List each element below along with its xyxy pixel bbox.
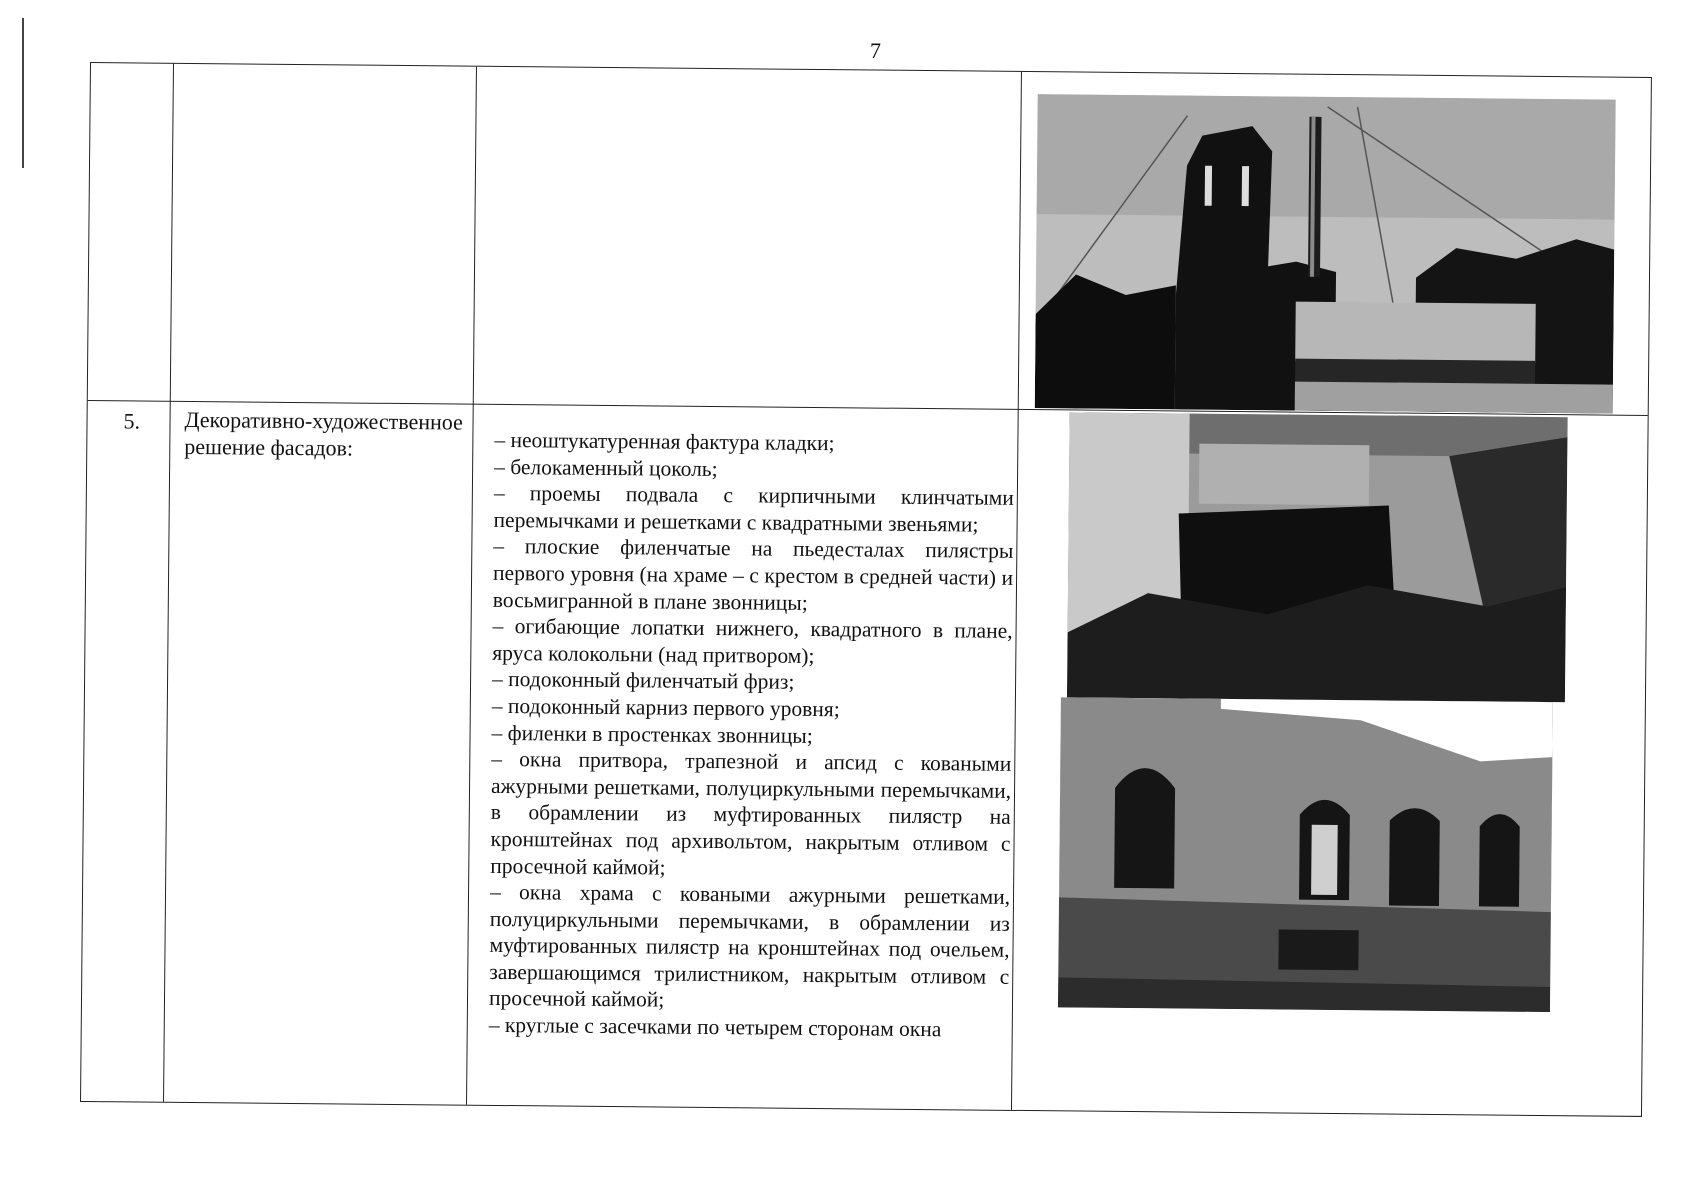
list-item: – неоштукатуренная фактура кладки; (494, 427, 835, 456)
column-divider-number (163, 64, 174, 1102)
basement-opening-photo (1067, 412, 1568, 702)
arched-windows-facade-photo (1058, 697, 1553, 1012)
list-item: – филенки в простенках звонницы; (491, 720, 813, 748)
list-item: – окна храма с коваными ажурными решетками, полуциркульными перемычками, в обрамлении из муфтированных пилястр на кронштейнах под очельем, завершающимся трилистником, накрытым отливом с просечной каймой; (488, 879, 1011, 1013)
scan-edge-mark (22, 18, 24, 168)
list-item: – окна притвора, трапезной и апсид с коваными ажурными решетками, полуциркульными перемычками, в обрамлении из муфтированных пилястр на кронштейнах под архивольтом, накрытым отливом с просечной каймой; (490, 747, 1012, 880)
list-item: – белокаменный цоколь; (494, 454, 718, 481)
column-divider-label (466, 67, 477, 1105)
row-description (489, 427, 1015, 1044)
list-item: – подоконный карниз первого уровня; (491, 693, 840, 722)
page-number: 7 (870, 38, 881, 63)
list-item: – огибающие лопатки нижнего, квадратного в плане, яруса колокольни (над притвором); (492, 614, 1013, 668)
list-item: – круглые с засечками по четырем сторонам окна (488, 1012, 942, 1042)
row-label: Декоративно-художественное решение фасадов: (184, 406, 463, 461)
list-item: – проемы подвала с кирпичными клинчатыми перемычками и решетками с квадратными звеньями; (493, 481, 1014, 537)
list-item: – плоские филенчатые на пьедесталах пилястры первого уровня (на храме – с крестом в средней части) и восьмигранной в плане звонницы; (492, 534, 1014, 615)
list-item: – подоконный филенчатый фриз; (491, 667, 795, 695)
row-number: 5. (123, 408, 141, 434)
bell-tower-ruin-photo (1035, 94, 1616, 414)
feature-table (80, 62, 1652, 1117)
